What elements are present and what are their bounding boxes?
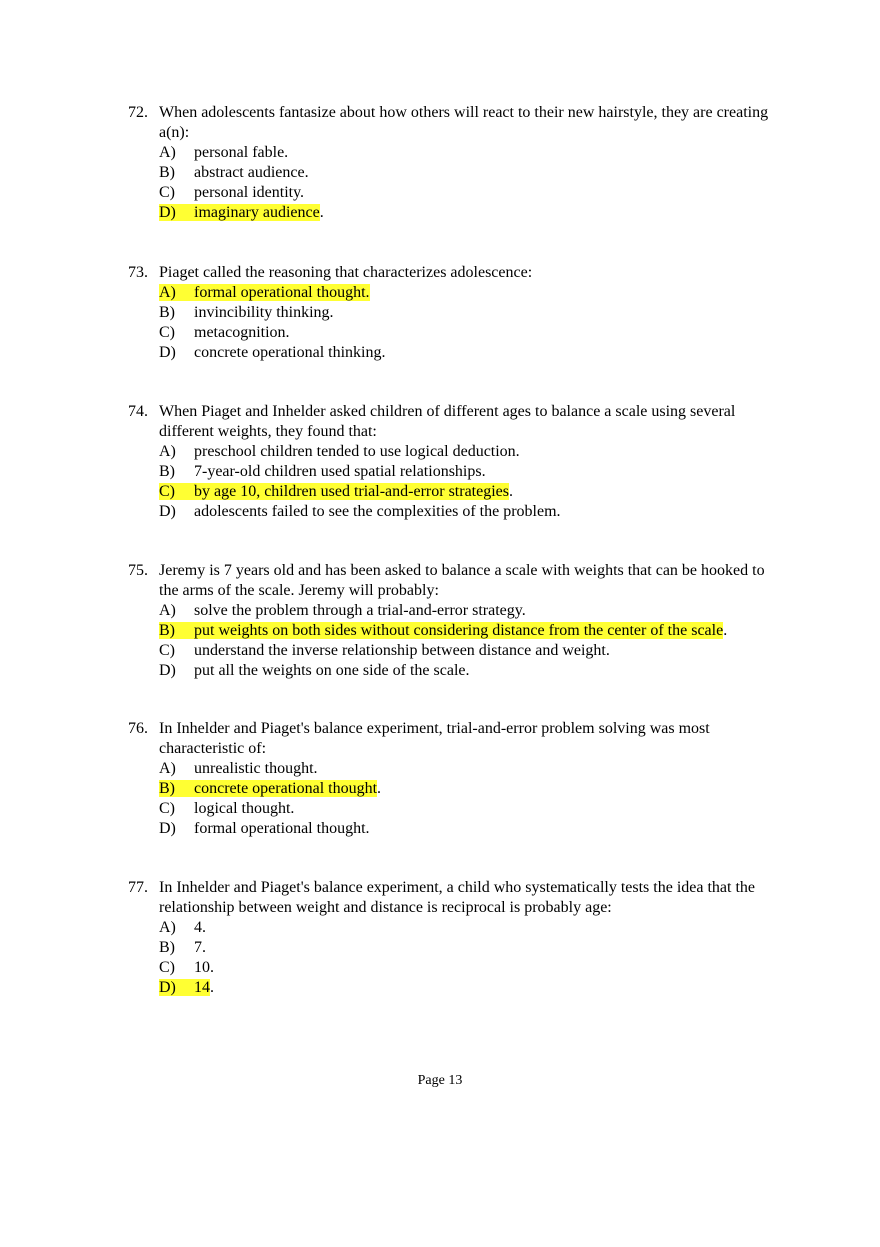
question-text: When adolescents fantasize about how others will react to their new hairstyle, they are creating a(n):: [159, 104, 769, 141]
answer-highlight: [159, 204, 320, 221]
option-text: concrete operational thinking.: [194, 344, 386, 361]
option-d: [159, 343, 788, 363]
option-text: personal identity.: [194, 184, 305, 201]
answer-options: [128, 283, 788, 363]
option-a-correct: [159, 283, 788, 303]
option-d: [159, 819, 788, 839]
option-a: [159, 143, 788, 163]
question-77: [128, 878, 788, 998]
option-letter: B): [159, 463, 175, 480]
question-number: 76.: [128, 720, 148, 737]
option-c-correct: [159, 482, 788, 502]
option-text: personal fable.: [194, 144, 289, 161]
option-d-correct: [159, 203, 788, 223]
option-letter: D): [159, 204, 176, 221]
option-text: 7-year-old children used spatial relationships.: [194, 463, 486, 480]
question-text: Jeremy is 7 years old and has been asked to balance a scale with weights that can be hooked to the arms of the scale. Jeremy will probably:: [159, 562, 765, 599]
page-number: Page 13: [417, 1073, 463, 1088]
option-text: abstract audience.: [194, 164, 309, 181]
question-text: When Piaget and Inhelder asked children of different ages to balance a scale using several different weights, they found that:: [159, 403, 736, 440]
answer-highlight: [159, 780, 377, 797]
option-text: understand the inverse relationship between distance and weight.: [194, 642, 610, 659]
answer-options: [128, 601, 788, 681]
option-text: concrete operational thought: [194, 780, 378, 797]
option-text: preschool children tended to use logical deduction.: [194, 443, 520, 460]
option-d: [159, 502, 788, 522]
option-c: [159, 183, 788, 203]
option-b: [159, 462, 788, 482]
question-text: In Inhelder and Piaget's balance experiment, trial-and-error problem solving was most characteristic of:: [159, 720, 710, 757]
option-letter: C): [159, 324, 175, 341]
option-letter: C): [159, 184, 175, 201]
option-letter: A): [159, 284, 176, 301]
option-c: [159, 323, 788, 343]
question-75: [128, 561, 788, 681]
option-text: solve the problem through a trial-and-error strategy.: [194, 602, 526, 619]
option-text: put all the weights on one side of the scale.: [194, 662, 470, 679]
answer-options: [128, 143, 788, 223]
answer-highlight: [159, 979, 210, 996]
question-72: [128, 103, 788, 223]
option-trail: .: [377, 780, 382, 797]
option-letter: D): [159, 344, 176, 361]
option-letter: B): [159, 939, 175, 956]
question-number: 77.: [128, 879, 148, 896]
option-letter: B): [159, 164, 175, 181]
option-letter: D): [159, 820, 176, 837]
option-letter: C): [159, 959, 175, 976]
option-text: 10.: [194, 959, 214, 976]
option-letter: A): [159, 443, 176, 460]
option-trail: .: [210, 979, 214, 996]
question-number: 75.: [128, 562, 148, 579]
option-trail: .: [723, 622, 728, 639]
option-text: formal operational thought.: [194, 284, 370, 301]
question-76: [128, 719, 788, 839]
answer-options: [128, 918, 788, 998]
answer-highlight: [159, 483, 509, 500]
option-text: put weights on both sides without considering distance from the center of the scale: [194, 622, 724, 639]
option-d-correct: [159, 978, 788, 998]
option-text: imaginary audience: [194, 204, 320, 221]
option-d: [159, 661, 788, 681]
option-letter: A): [159, 144, 176, 161]
question-number: 73.: [128, 264, 148, 281]
option-letter: B): [159, 304, 175, 321]
option-text: 7.: [194, 939, 206, 956]
option-trail: .: [319, 204, 324, 221]
option-text: 4.: [194, 919, 206, 936]
option-c: [159, 799, 788, 819]
question-74: [128, 402, 788, 522]
option-text: logical thought.: [194, 800, 295, 817]
option-text: 14: [194, 979, 210, 996]
option-letter: D): [159, 503, 176, 520]
question-number: 72.: [128, 104, 148, 121]
option-c: [159, 958, 788, 978]
option-letter: D): [159, 662, 176, 679]
option-text: formal operational thought.: [194, 820, 370, 837]
option-letter: C): [159, 483, 175, 500]
option-text: by age 10, children used trial-and-error strategies: [194, 483, 509, 500]
option-a: [159, 759, 788, 779]
answer-options: [128, 442, 788, 522]
question-73: [128, 263, 788, 363]
answer-options: [128, 759, 788, 839]
option-letter: A): [159, 760, 176, 777]
option-b-correct: [159, 779, 788, 799]
option-trail: .: [508, 483, 513, 500]
option-letter: B): [159, 622, 175, 639]
option-a: [159, 918, 788, 938]
option-letter: A): [159, 919, 176, 936]
answer-highlight: [159, 622, 723, 639]
option-text: unrealistic thought.: [194, 760, 318, 777]
option-letter: C): [159, 642, 175, 659]
option-letter: C): [159, 800, 175, 817]
option-text: invincibility thinking.: [194, 304, 334, 321]
option-b: [159, 303, 788, 323]
question-number: 74.: [128, 403, 148, 420]
option-letter: B): [159, 780, 175, 797]
option-text: adolescents failed to see the complexities of the problem.: [194, 503, 561, 520]
answer-highlight: [159, 284, 370, 301]
option-b: [159, 938, 788, 958]
option-b: [159, 163, 788, 183]
option-c: [159, 641, 788, 661]
option-a: [159, 442, 788, 462]
question-text: In Inhelder and Piaget's balance experiment, a child who systematically tests the idea that the relationship between weight and distance is reciprocal is probably age:: [159, 879, 756, 916]
option-text: metacognition.: [194, 324, 290, 341]
option-letter: A): [159, 602, 176, 619]
option-a: [159, 601, 788, 621]
question-text: Piaget called the reasoning that characterizes adolescence:: [159, 264, 533, 281]
option-b-correct: [159, 621, 788, 641]
option-letter: D): [159, 979, 176, 996]
